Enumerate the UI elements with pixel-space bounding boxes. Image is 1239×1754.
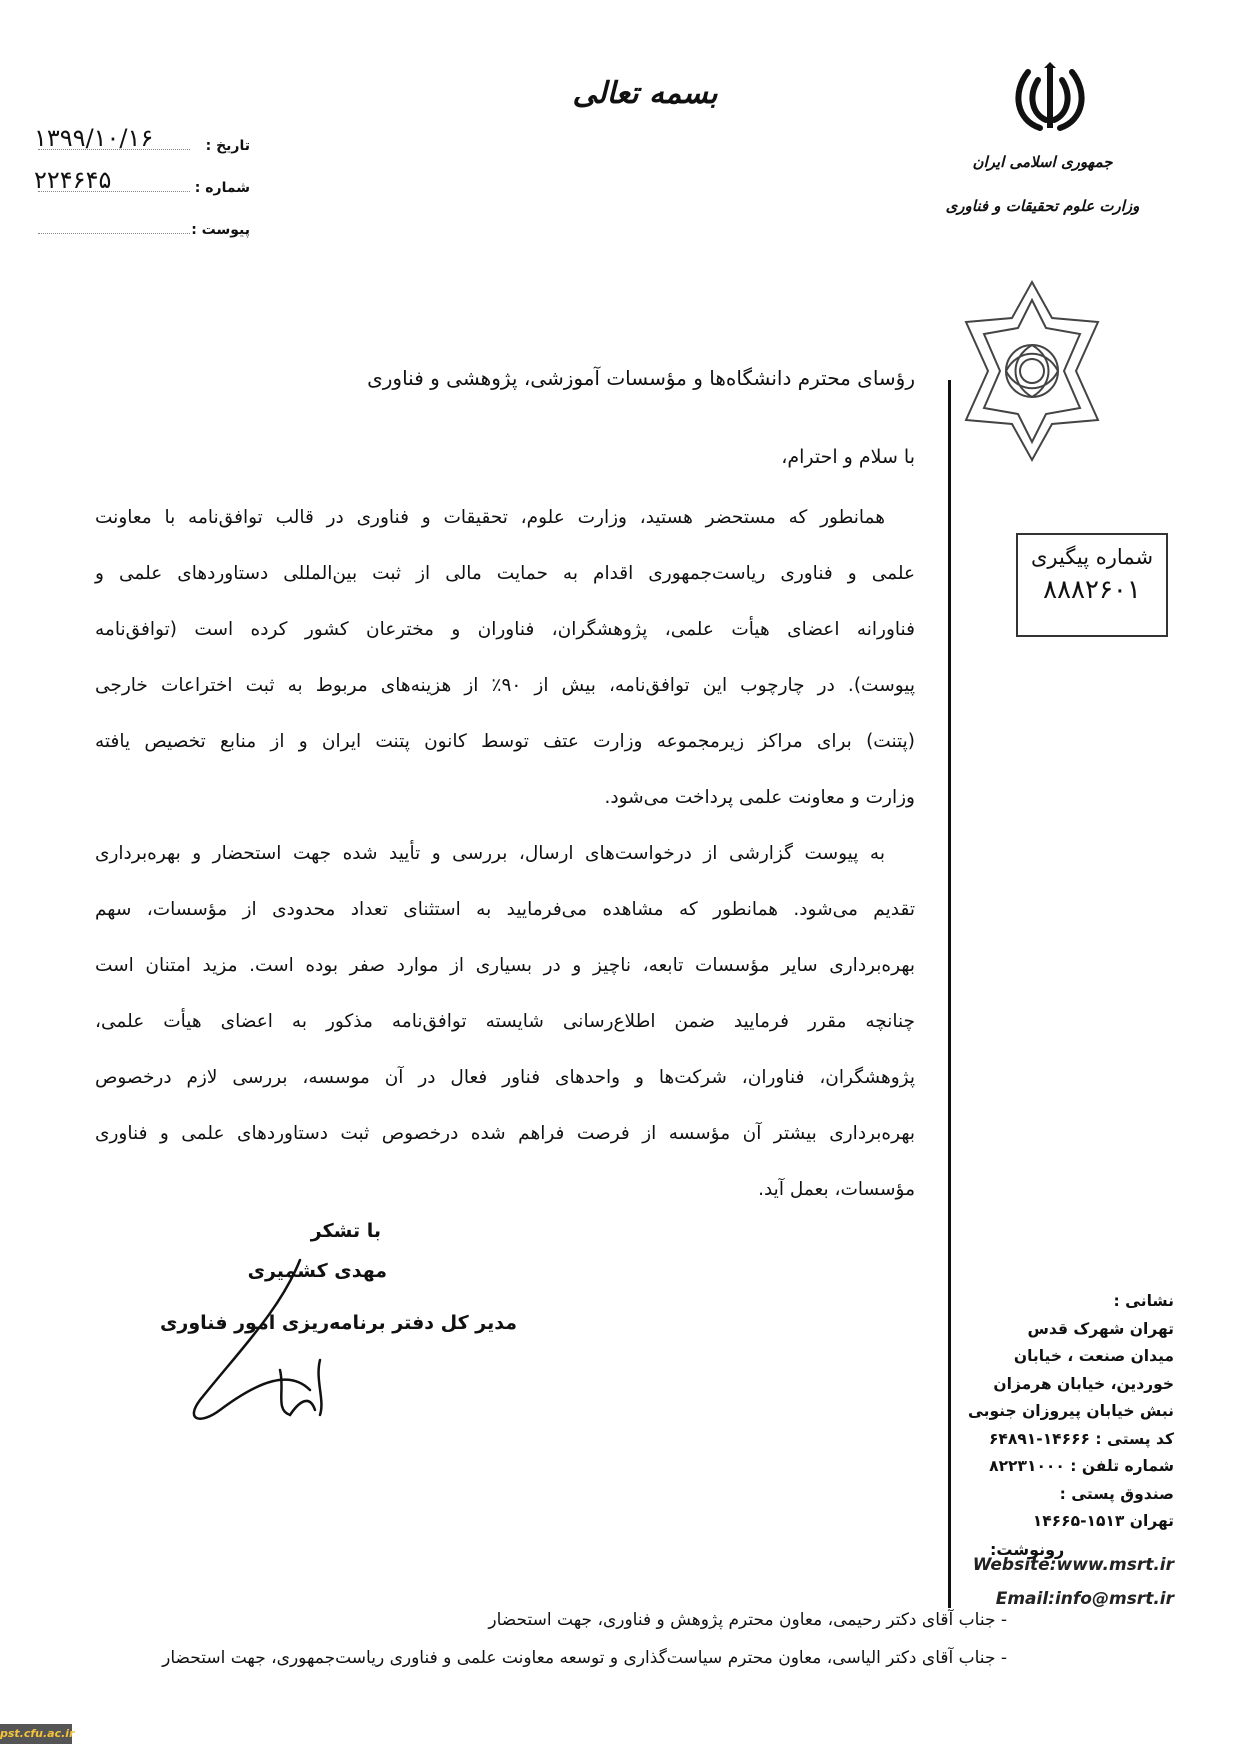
- address-line: شماره تلفن : ۸۲۲۳۱۰۰۰: [989, 1457, 1174, 1475]
- text-line: (پتنت) برای مراکز زیرمجموعه وزارت عتف توسط کانون پتنت ایران و از منابع تخصیص یافته: [95, 731, 915, 752]
- address-line: خوردین، خیابان هرمزان: [993, 1374, 1174, 1393]
- text-line: به پیوست گزارشی از درخواست‌های ارسال، بررسی و تأیید شده جهت استحضار و بهره‌برداری: [95, 843, 885, 864]
- paragraph-1: [95, 490, 915, 826]
- number-field: [30, 166, 250, 200]
- website-link[interactable]: Website:www.msrt.ir: [972, 1555, 1174, 1575]
- attachment-label: پیوست :: [191, 222, 250, 238]
- text-line: علمی و فناوری ریاست‌جمهوری اقدام به حمایت مالی از ثبت بین‌المللی دستاوردهای علمی و: [95, 563, 915, 584]
- address-line: کد پستی : ۱۴۶۶۶-۶۴۸۹۱: [988, 1429, 1174, 1448]
- invocation: بسمه تعالی: [572, 76, 718, 111]
- addressee: رؤسای محترم دانشگاه‌ها و مؤسسات آموزشی، پژوهشی و فناوری: [367, 366, 915, 390]
- ministry-header: [940, 140, 1145, 228]
- tracking-box: [1016, 533, 1168, 637]
- date-field: [30, 124, 250, 158]
- text-line: پیوست). در چارچوب این توافق‌نامه، بیش از ۹۰٪ از هزینه‌های مربوط به ثبت اختراعات خارجی: [95, 675, 915, 696]
- attachment-field: [30, 208, 250, 242]
- address-line: نشانی :: [1113, 1292, 1174, 1310]
- text-line: فناورانه اعضای هیأت علمی، پژوهشگران، فناوران و مخترعان کشور کرده است (توافق‌نامه: [95, 619, 915, 640]
- email-link[interactable]: Email:info@msrt.ir: [995, 1589, 1174, 1609]
- dotted-line: [38, 233, 190, 234]
- closing: با تشکر: [310, 1220, 381, 1242]
- number-value: ۲۲۴۶۴۵: [34, 166, 112, 194]
- address-line: تهران شهرک قدس: [1027, 1319, 1174, 1338]
- address-block: [944, 1288, 1174, 1536]
- address-line: میدان صنعت ، خیابان: [1013, 1347, 1174, 1365]
- number-label: شماره :: [194, 180, 250, 196]
- ministry-line: جمهوری اسلامی ایران: [972, 153, 1113, 171]
- salutation: با سلام و احترام،: [781, 446, 915, 468]
- ministry-line: وزارت علوم تحقیقات و فناوری: [945, 197, 1140, 215]
- text-line: همانطور که مستحضر هستید، وزارت علوم، تحقیقات و فناوری در قالب توافق‌نامه با معاونت: [95, 507, 885, 528]
- signer-title: مدیر کل دفتر برنامه‌ریزی امور فناوری: [160, 1312, 517, 1334]
- signer-name: مهدی کشمیری: [247, 1260, 387, 1282]
- text-line: بهره‌برداری بیشتر آن مؤسسه از فرصت فراهم شده درخصوص ثبت دستاوردهای علمی و فناوری: [95, 1123, 915, 1144]
- handwritten-signature: [180, 1250, 340, 1425]
- text-line: پژوهشگران، فناوران، شرکت‌ها و واحدهای فناور فعال در آن موسسه، بررسی لازم درخصوص: [95, 1067, 915, 1088]
- address-line: نبش خیابان پیروزان جنوبی: [967, 1402, 1174, 1420]
- date-value: ۱۳۹۹/۱۰/۱۶: [34, 124, 154, 152]
- tracking-label: شماره پیگیری: [1030, 545, 1154, 569]
- paragraph-2: [95, 826, 915, 1218]
- cc-item: - جناب آقای دکتر الیاسی، معاون محترم سیاست‌گذاری و توسعه معاونت علمی و فناوری ریاست‌جمهوری، جهت استحضار: [162, 1648, 1007, 1668]
- cc-item: - جناب آقای دکتر رحیمی، معاون محترم پژوهش و فناوری، جهت استحضار: [488, 1610, 1007, 1630]
- text-line: چنانچه مقرر فرمایید ضمن اطلاع‌رسانی شایسته توافق‌نامه مذکور به اعضای هیأت علمی،: [95, 1011, 915, 1032]
- text-line: مؤسسات، بعمل آید.: [758, 1179, 915, 1200]
- watermark: pst.cfu.ac.ir: [0, 1724, 72, 1744]
- text-line: وزارت و معاونت علمی پرداخت می‌شود.: [604, 787, 915, 808]
- iran-emblem-icon: [1010, 62, 1090, 138]
- text-line: تقدیم می‌شود. همانطور که مشاهده می‌فرمایید به استثنای تعداد محدودی از مؤسسات، سهم: [95, 899, 915, 920]
- ornament-icon: [948, 278, 1116, 464]
- cc-title: رونوشت:: [990, 1540, 1065, 1559]
- text-line: بهره‌برداری سایر مؤسسات تابعه، ناچیز و در بسیاری از موارد صفر بوده است. مزید امتنان است: [95, 955, 915, 976]
- address-line: تهران ۱۵۱۳-۱۴۶۶۵: [1032, 1512, 1174, 1530]
- address-line: صندوق پستی :: [1059, 1484, 1174, 1503]
- tracking-number: ۸۸۸۲۶۰۱: [1043, 575, 1141, 605]
- date-label: تاریخ :: [205, 138, 250, 154]
